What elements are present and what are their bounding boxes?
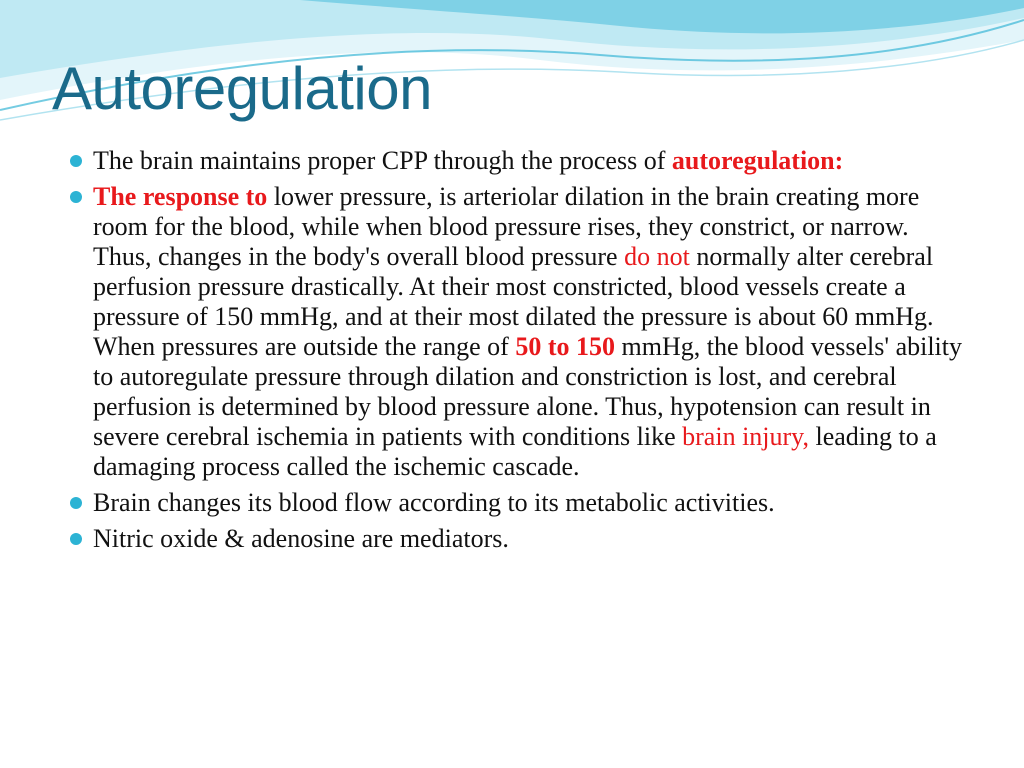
bullet-text: lower pressure, is arteriolar dilation in the brain creating more room for the blood, while when blood pressure rises, they constrict, or narrow. Thus, changes in the body's overall blood pressure [93,182,920,271]
bullet-item [70,488,970,518]
highlighted-text: do not [624,242,690,271]
bullet-text: Brain changes its blood flow according to its metabolic activities. [93,488,775,517]
bullet-dot-icon [70,191,82,203]
bullet-item [70,524,970,554]
bullet-item [70,146,970,176]
bullet-text: The brain maintains proper CPP through the process of [93,146,672,175]
bullet-dot-icon [70,497,82,509]
bullet-text: Nitric oxide & adenosine are mediators. [93,524,509,553]
bullet-dot-icon [70,533,82,545]
highlighted-text: autoregulation: [671,146,844,175]
bullet-text: normally alter cerebral perfusion pressure drastically. At their most constricted, blood vessels create a pressure of 150 mmHg, and at their most dilated the pressure is about 60 mmHg. When pressures are outside the range of [93,242,934,361]
highlighted-text: brain injury, [682,422,809,451]
bullet-list [70,146,970,560]
bullet-text: mmHg, the blood vessels' ability to autoregulate pressure through dilation and constriction is lost, and cerebral perfusion is determined by blood pressure alone. Thus, hypotension can result in severe cerebral ischemia in patients with conditions like [93,332,963,451]
highlighted-text: The response to [93,182,268,211]
bullet-dot-icon [70,155,82,167]
highlighted-text: 50 to 150 [515,332,616,361]
bullet-item [70,182,970,482]
bullet-text: leading to a damaging process called the ischemic cascade. [93,422,937,481]
slide-title: Autoregulation [52,55,432,122]
